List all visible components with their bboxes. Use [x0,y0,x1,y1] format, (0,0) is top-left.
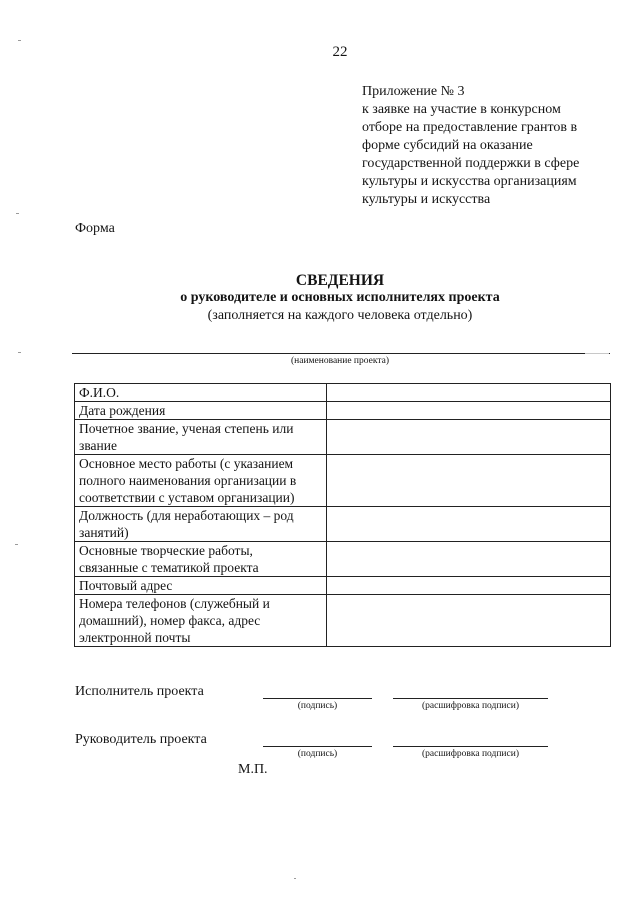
row-value-cell[interactable] [326,595,610,647]
manager-signature-line[interactable] [263,746,372,747]
personal-info-table [74,383,611,647]
row-label-line: Почтовый адрес [79,578,173,593]
row-label-line: занятий) [79,525,129,540]
row-label-line: полного наименования организации в [79,473,297,488]
row-value-cell[interactable] [326,420,610,455]
table-row [75,507,611,542]
scan-speck [585,353,609,354]
row-label [75,384,327,402]
appendix-block [362,83,622,209]
row-label-line: Номера телефонов (служебный и [79,596,270,611]
project-name-caption: (наименование проекта) [290,356,389,366]
row-label-line: звание [79,438,117,453]
appendix-line: культуры и искусства организациям [362,174,577,189]
row-label [75,455,327,507]
row-label [75,507,327,542]
form-label: Форма [75,221,115,236]
row-label-line: Должность (для неработающих – род [79,508,294,523]
row-value-cell[interactable] [326,507,610,542]
appendix-line: Приложение № 3 [362,84,465,99]
table-row [75,420,611,455]
row-value-cell[interactable] [326,577,610,595]
appendix-line: государственной поддержки в сфере [362,156,580,171]
row-label-line: соответствии с уставом организации) [79,490,295,505]
row-label-line: Основные творческие работы, [79,543,253,558]
appendix-line: отборе на предоставление грантов в [362,120,578,135]
row-value-cell[interactable] [326,402,610,420]
row-label-line: Почетное звание, ученая степень или [79,421,294,436]
row-label-line: домашний), номер факса, адрес [79,613,261,628]
row-label-line: Основное место работы (с указанием [79,456,294,471]
row-value-cell[interactable] [326,542,610,577]
manager-signature-caption: (подпись) [297,749,338,759]
appendix-line: культуры и искусства [362,192,491,207]
table-row [75,402,611,420]
row-label [75,402,327,420]
row-label-line: электронной почты [79,630,191,645]
executor-signature-caption: (подпись) [297,701,338,711]
executor-decryption-caption: (расшифровка подписи) [422,701,519,711]
table-row [75,577,611,595]
scan-speck [18,40,21,41]
scan-speck [16,213,19,214]
table-row [75,384,611,402]
row-label [75,595,327,647]
scan-speck [294,878,296,879]
row-label-line: связанные с тематикой проекта [79,560,259,575]
table-row [75,542,611,577]
scan-speck [18,352,21,353]
row-value-cell[interactable] [326,384,610,402]
row-label-line: Ф.И.О. [79,385,120,400]
document-heading: СВЕДЕНИЯ [295,272,385,289]
manager-label: Руководитель проекта [75,732,207,747]
fill-note: (заполняется на каждого человека отдельно) [207,308,473,323]
executor-signature-line[interactable] [263,698,372,699]
row-label [75,577,327,595]
project-name-line[interactable] [72,353,610,354]
row-label [75,542,327,577]
executor-decryption-line[interactable] [393,698,548,699]
page-number: 22 [332,44,348,60]
stamp-placeholder: М.П. [238,762,268,777]
appendix-line: к заявке на участие в конкурсном [362,102,561,117]
row-value-cell[interactable] [326,455,610,507]
manager-decryption-line[interactable] [393,746,548,747]
table-row [75,455,611,507]
appendix-line: форме субсидий на оказание [362,138,533,153]
scan-speck [15,544,18,545]
row-label [75,420,327,455]
manager-decryption-caption: (расшифровка подписи) [422,749,519,759]
document-subheading: о руководителе и основных исполнителях проекта [180,290,500,305]
row-label-line: Дата рождения [79,403,166,418]
executor-label: Исполнитель проекта [75,684,204,699]
table-row [75,595,611,647]
